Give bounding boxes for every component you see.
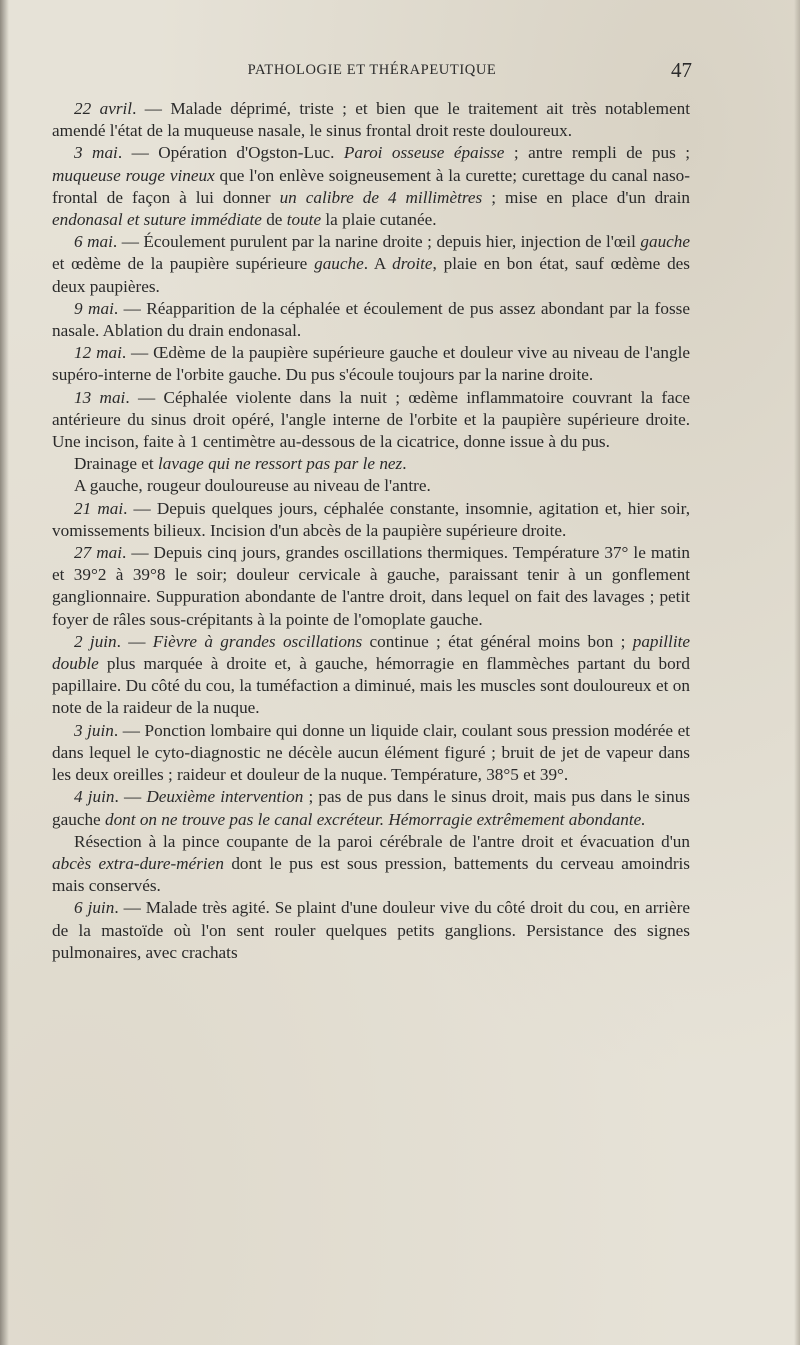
text-run: . — Écoulement purulent par la narine droite ; depuis hier, injection de l'œil	[112, 232, 641, 252]
italic-text: toute	[286, 210, 322, 230]
text-run: . A	[363, 254, 393, 274]
text-run: . — Œdème de la paupière supérieure gauche et douleur vive au niveau de l'angle supéro-interne de l'orbite gauche. Du pus s'écoule toujours par la narine droite.	[52, 343, 691, 385]
page-number: 47	[671, 58, 692, 82]
italic-text: 12 mai	[74, 343, 122, 363]
text-run: la plaie cutanée.	[321, 210, 437, 230]
page-right-edge-shadow	[794, 0, 800, 1345]
text-run: . — Ponction lombaire qui donne un liquide clair, coulant sous pression modérée et dans lequel le cyto-diagnostic ne décèle aucun élément figuré ; bruit de jet de vapeur dans les deux oreilles ; raideur et douleur de la nuque. Température, 38°5 et 39°.	[52, 720, 690, 785]
journal-entry	[52, 453, 690, 475]
italic-text: 13 mai	[74, 387, 126, 407]
page-header	[52, 58, 692, 82]
text-run: plus marquée à droite et, à gauche, hémorragie en flammèches partant du bord papillaire. Du côté du cou, la tuméfaction a diminué, mais les muscles sont douloureux et on note de la raideur de la nuque.	[52, 654, 690, 718]
journal-entry	[52, 475, 690, 497]
body-text	[52, 98, 690, 964]
text-run: . — Céphalée violente dans la nuit ; œdème inflammatoire couvrant la face antérieure du sinus droit opéré, l'angle interne de l'orbite et la paupière supérieure droite. Une incison, faite à 1 centimètre au-dessous de la cicatrice, donne issue à du pus.	[52, 387, 690, 452]
italic-text: 9 mai	[74, 298, 114, 318]
italic-text: Deuxième intervention	[146, 787, 304, 807]
text-run: Résection à la pince coupante de la paroi cérébrale de l'antre droit et évacuation d'un	[74, 831, 690, 851]
journal-entry	[52, 142, 690, 231]
text-run: que l'on enlève soigneusement à la curette; curettage du canal naso-frontal de façon à lui donner	[52, 165, 690, 207]
italic-text: droite	[392, 254, 433, 274]
text-run: . —	[116, 631, 153, 651]
journal-entry	[52, 542, 690, 631]
italic-text: 22 avril	[74, 99, 133, 118]
text-run: dont le pus est sous pression, battements du cerveau amoindris mais conservés.	[52, 853, 691, 896]
journal-entry	[52, 98, 690, 142]
journal-entry	[52, 498, 690, 542]
journal-entry	[52, 387, 690, 454]
italic-text: abcès extra-dure-mérien	[52, 853, 224, 873]
text-run: ; mise en place d'un drain	[482, 187, 690, 207]
text-run: ; pas de pus dans le sinus droit, mais pus dans le sinus gauche	[52, 787, 690, 829]
italic-text: 2 juin	[74, 631, 117, 651]
italic-text: muqueuse rouge vineux	[52, 165, 215, 185]
journal-entry	[52, 720, 690, 787]
page-left-edge-shadow	[0, 0, 9, 1345]
italic-text: Fièvre à grandes oscillations	[152, 631, 363, 651]
text-run: . — Depuis quelques jours, céphalée constante, insomnie, agitation et, hier soir, vomissements bilieux. Incision d'un abcès de la paupière supérieure droite.	[52, 498, 690, 540]
italic-text: gauche	[640, 232, 691, 252]
journal-entry	[52, 786, 690, 830]
journal-entry	[52, 231, 690, 298]
italic-text: 6 mai	[74, 232, 113, 252]
italic-text: 21 mai	[74, 498, 124, 518]
italic-text: 3 juin	[74, 720, 114, 740]
text-run: . — Malade déprimé, triste ; et bien que le traitement ait très notablement amendé l'état de la muqueuse nasale, le sinus frontal droit reste douloureux.	[52, 99, 690, 141]
italic-text: gauche	[314, 254, 364, 274]
text-run: . — Opération d'Ogston-Luc.	[117, 143, 344, 163]
italic-text: dont on ne trouve pas le canal excréteur. Hémorragie extrêmement abondante.	[104, 809, 646, 829]
italic-text: endonasal et suture immédiate	[52, 210, 262, 230]
italic-text: Paroi osseuse épaisse	[343, 143, 505, 163]
italic-text: 6 juin	[74, 898, 115, 918]
italic-text: lavage qui ne ressort pas par le nez	[157, 454, 403, 474]
text-run: continue ; état général moins bon ;	[362, 631, 633, 651]
running-head: PATHOLOGIE ET THÉRAPEUTIQUE	[247, 62, 497, 78]
italic-text: 4 juin	[74, 787, 115, 807]
journal-entry	[52, 897, 690, 964]
journal-entry	[52, 342, 690, 386]
text-run: A gauche, rougeur douloureuse au niveau de l'antre.	[74, 476, 431, 496]
italic-text: 3 mai	[74, 143, 118, 163]
text-run: , plaie en bon état, sauf œdème des deux paupières.	[52, 254, 690, 296]
text-run: . —	[114, 787, 147, 807]
italic-text: un calibre de 4 millimètres	[279, 187, 483, 207]
text-run: . — Depuis cinq jours, grandes oscillations thermiques. Température 37° le matin et 39°2 à 39°8 le soir; douleur cervicale à gauche, paraissant tenir à un gonflement ganglionnaire. Suppuration abondante de l'antre droit, dans lequel on fait des lavages ; petit foyer de râles sous-crépitants à la pointe de l'omoplate gauche.	[52, 543, 690, 629]
text-run: . — Réapparition de la céphalée et écoulement de pus assez abondant par la fosse nasale. Ablation du drain endonasal.	[52, 298, 690, 341]
text-run: .	[402, 454, 407, 474]
journal-entry	[52, 831, 690, 898]
italic-text: 27 mai	[74, 543, 122, 563]
journal-entry	[52, 631, 690, 720]
italic-text: papillite double	[52, 631, 691, 674]
text-run: de	[261, 210, 287, 230]
journal-entry	[52, 298, 690, 342]
text-run: Drainage et	[74, 454, 158, 474]
text-run: ; antre rempli de pus ;	[504, 143, 690, 163]
text-run: et œdème de la paupière supérieure	[52, 254, 315, 274]
text-run: . — Malade très agité. Se plaint d'une douleur vive du côté droit du cou, en arrière de la mastoïde où l'on sent rouler quelques petits ganglions. Persistance des signes pulmonaires, avec crachats	[52, 898, 690, 962]
